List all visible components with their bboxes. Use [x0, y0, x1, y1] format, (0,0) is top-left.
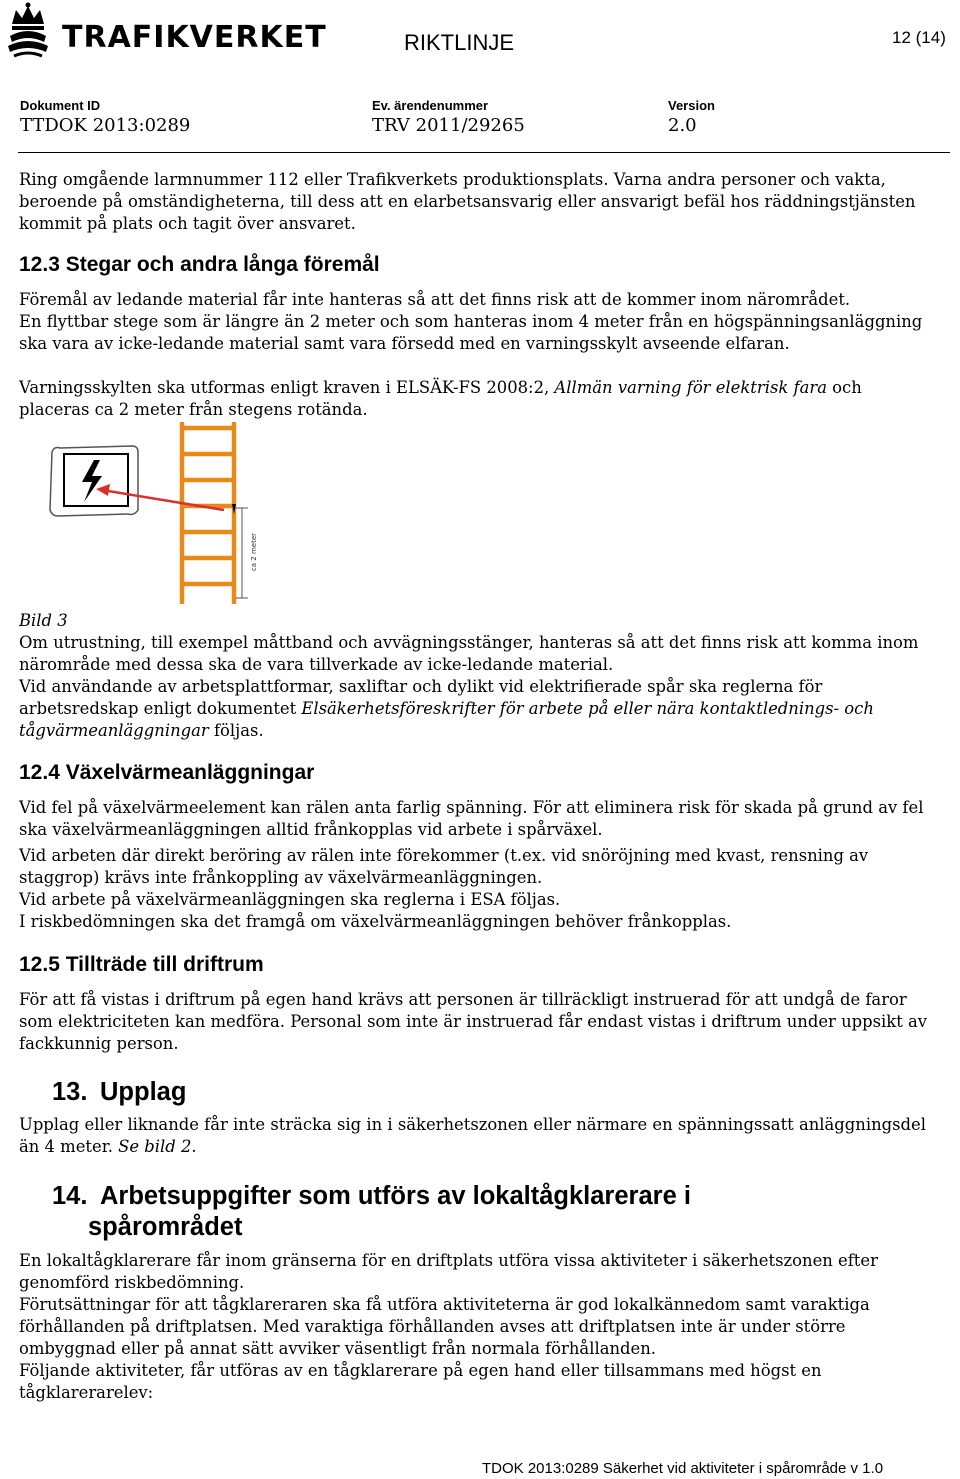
text: Varningsskylten ska utformas enligt kraven i ELSÄK-FS 2008:2, — [19, 378, 555, 397]
trafikverket-logo — [4, 2, 327, 62]
paragraph: I riskbedömningen ska det framgå om växelvärmeanläggningen behöver frånkopplas. — [19, 912, 732, 931]
heading-14 — [52, 1181, 691, 1243]
text: Upplag eller liknande får inte sträcka sig in i säkerhetszonen eller närmare en spänningssatt anläggningsdel än 4 meter. — [19, 1115, 926, 1156]
heading-12-4: 12.4 Växelvärmeanläggningar — [19, 761, 315, 784]
heading-12-5: 12.5 Tillträde till driftrum — [19, 953, 264, 976]
meta-version — [668, 98, 715, 136]
intro-paragraph: Ring omgående larmnummer 112 eller Trafikverkets produktionsplats. Varna andra personer och vakta, beroende på omständigheterna, till dess att en elarbetsansvarig eller ansvarigt befäl hos räddningstjänsten kommit på plats och tagit över ansvaret. — [19, 170, 916, 233]
header-divider — [18, 152, 950, 153]
paragraph: Vid arbete på växelvärmeanläggningen ska reglerna i ESA följas. — [19, 890, 561, 909]
logo-wordmark: TRAFIKVERKET — [62, 20, 327, 55]
italic-text: Elsäkerhetsföreskrifter för arbete på eller nära kontaktlednings- och tågvärmeanläggningar — [19, 698, 874, 740]
heading-title-line1: Arbetsuppgifter som utförs av lokaltågklarerare i — [100, 1182, 691, 1210]
meta-label: Version — [668, 98, 715, 113]
heading-number: 14. — [52, 1182, 88, 1210]
document-type: RIKTLINJE — [404, 30, 515, 55]
heading-12-3: 12.3 Stegar och andra långa föremål — [19, 253, 380, 276]
paragraph: Förutsättningar för att tågklareraren ska få utföra aktiviteterna är god lokalkännedom samt varaktiga förhållanden på driftplatsen. Med varaktiga förhållanden avses att driftplatsen inte är under större ombyggnad eller på annat sätt avviker väsentligt från normala förhållanden. — [19, 1295, 870, 1358]
meta-document-id — [20, 98, 190, 136]
page-footer: TDOK 2013:0289 Säkerhet vid aktiviteter i spårområde v 1.0 — [482, 1460, 884, 1477]
meta-value: TTDOK 2013:0289 — [20, 115, 191, 136]
paragraph — [19, 377, 929, 421]
paragraph — [19, 676, 929, 741]
heading-title-line2: spårområdet — [88, 1213, 243, 1241]
paragraph — [19, 1114, 929, 1158]
dimension-label: ca 2 meter — [250, 532, 258, 572]
heading-title: Upplag — [100, 1078, 187, 1106]
crown-icon — [4, 2, 52, 60]
ladder — [182, 422, 234, 604]
paragraph: Om utrustning, till exempel måttband och avvägningsstänger, hanteras så att det finns risk att komma inom närområde med dessa ska de vara tillverkade av icke-ledande material. — [19, 633, 919, 674]
paragraph: Vid fel på växelvärmeelement kan rälen anta farlig spänning. För att eliminera risk för skada på grund av fel ska växelvärmeanläggningen alltid frånkopplas vid arbete i spårväxel. — [19, 798, 924, 839]
text: Vid användande av arbetsplattformar, saxliftar och dylikt vid elektrifierade spår ska reglerna för arbetsredskap enligt dokumentet — [19, 677, 823, 718]
meta-value: 2.0 — [668, 115, 697, 136]
paragraph: Föremål av ledande material får inte hanteras så att det finns risk att de kommer inom närområdet. — [19, 290, 851, 309]
italic-text: Allmän varning för elektrisk fara — [554, 378, 827, 397]
paragraph: En lokaltågklarerare får inom gränserna för en driftplats utföra vissa aktiviteter i säkerhetszonen efter genomförd riskbedömning. — [19, 1251, 878, 1292]
text: följas. — [208, 720, 264, 740]
heading-13 — [52, 1077, 186, 1108]
text: och placeras ca 2 meter från stegens rotända. — [19, 378, 862, 419]
meta-value: TRV 2011/29265 — [372, 115, 525, 136]
warning-sign — [50, 446, 138, 516]
paragraph: Följande aktiviteter, får utföras av en tågklarerare på egen hand eller tillsammans med högst en tågklarerarelev: — [19, 1361, 822, 1402]
figure-caption: Bild 3 — [19, 611, 68, 630]
paragraph: Vid arbeten där direkt beröring av rälen inte förekommer (t.ex. vid snöröjning med kvast, rensning av staggrop) krävs inte frånkoppling av växelvärmeanläggningen. — [19, 846, 869, 887]
meta-case-number — [372, 98, 525, 136]
page-number: 12 (14) — [892, 28, 946, 47]
meta-label: Ev. ärendenummer — [372, 98, 489, 113]
heading-number: 13. — [52, 1078, 88, 1106]
italic-text: Se bild 2. — [118, 1136, 197, 1156]
paragraph: En flyttbar stege som är längre än 2 meter och som hanteras inom 4 meter från en högspänningsanläggning ska vara av icke-ledande material samt vara försedd med en varningsskylt avseende elfaran. — [19, 312, 923, 353]
ladder-warning-sign-figure — [44, 420, 284, 610]
paragraph: För att få vistas i driftrum på egen hand krävs att personen är tillräckligt instruerad för att undgå de faror som elektriciteten kan medföra. Personal som inte är instruerad får endast vistas i driftrum under uppsikt av fackkunnig person. — [19, 990, 928, 1053]
meta-label: Dokument ID — [20, 98, 101, 113]
